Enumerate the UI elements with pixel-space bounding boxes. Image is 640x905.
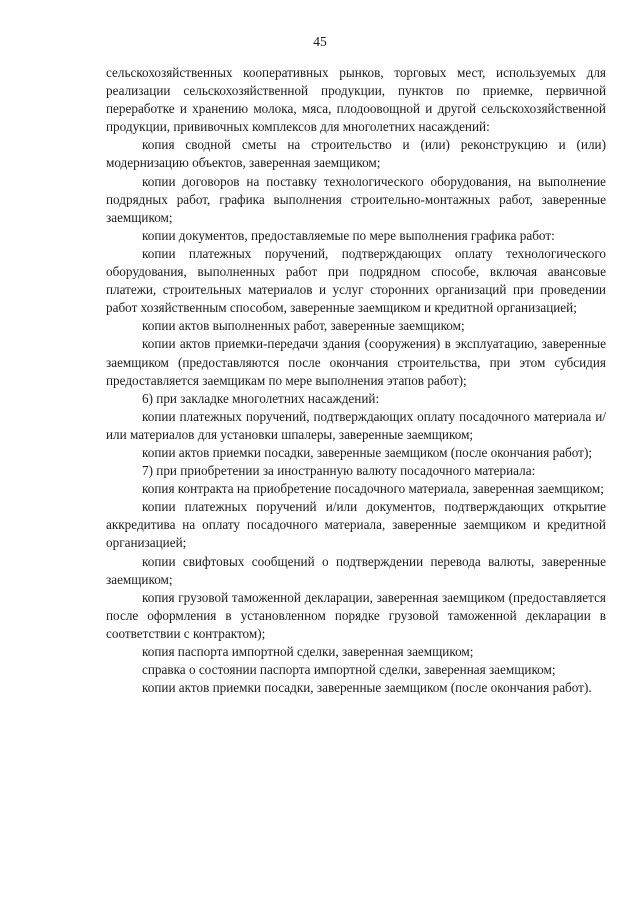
- paragraph: копия контракта на приобретение посадочного материала, заверенная заемщиком;: [142, 481, 604, 497]
- paragraph: копии документов, предоставляемые по мере выполнения графика работ:: [142, 227, 555, 243]
- page-number: 45: [313, 34, 327, 49]
- paragraph: копия паспорта импортной сделки, заверенная заемщиком;: [142, 644, 474, 659]
- paragraph: справка о состоянии паспорта импортной сделки, заверенная заемщиком;: [142, 662, 556, 678]
- paragraph: сельскохозяйственных кооперативных рынков, торговых мест, используемых для реализации сельскохозяйственной продукции, пунктов по приемке, первичной переработке и хранению молока, мяса, плодоовощной и другой сельскохозяйственной продукции, прививочных комплексов для многолетних насаждений:: [106, 65, 606, 135]
- paragraph: копии платежных поручений, подтверждающих оплату технологического оборудования, выполненных работ при подрядном способе, включая авансовые платежи, строительных материалов и услуг сторонних организаций при проведении работ хозяйственным способом, заверенные заемщиком и кредитной организацией;: [106, 245, 606, 316]
- paragraph: копии свифтовых сообщений о подтверждении перевода валюты, заверенные заемщиком;: [106, 553, 606, 587]
- list-heading: 7) при приобретении за иностранную валюту посадочного материала:: [142, 463, 536, 479]
- paragraph: копия сводной сметы на строительство и (или) реконструкцию и (или) модернизацию объектов, заверенная заемщиком;: [106, 137, 606, 171]
- paragraph: копии актов приемки посадки, заверенные заемщиком (после окончания работ).: [142, 680, 592, 696]
- document-body: [106, 64, 606, 697]
- paragraph: копии платежных поручений, подтверждающих оплату посадочного материала и/или материалов для установки шпалеры, заверенные заемщиком;: [106, 408, 606, 442]
- paragraph: копии актов приемки-передачи здания (сооружения) в эксплуатацию, заверенные заемщиком (предоставляются после окончания строительства, при этом субсидия предоставляется заемщикам по мере выполнения этапов работ);: [106, 336, 606, 388]
- paragraph: копии актов приемки посадки, заверенные заемщиком (после окончания работ);: [142, 444, 593, 460]
- paragraph: копии договоров на поставку технологического оборудования, на выполнение подрядных работ, графика выполнения строительно-монтажных работ, заверенные заемщиком;: [106, 173, 606, 225]
- list-heading: 6) при закладке многолетних насаждений:: [142, 390, 380, 406]
- paragraph: копии актов выполненных работ, заверенные заемщиком;: [142, 318, 465, 334]
- paragraph: копии платежных поручений и/или документов, подтверждающих открытие аккредитива на оплату посадочного материала, заверенные заемщиком и кредитной организацией;: [106, 499, 606, 551]
- paragraph: копия грузовой таможенной декларации, заверенная заемщиком (предоставляется после оформления в установленном порядке грузовой таможенной декларации в соответствии с контрактом);: [106, 589, 606, 641]
